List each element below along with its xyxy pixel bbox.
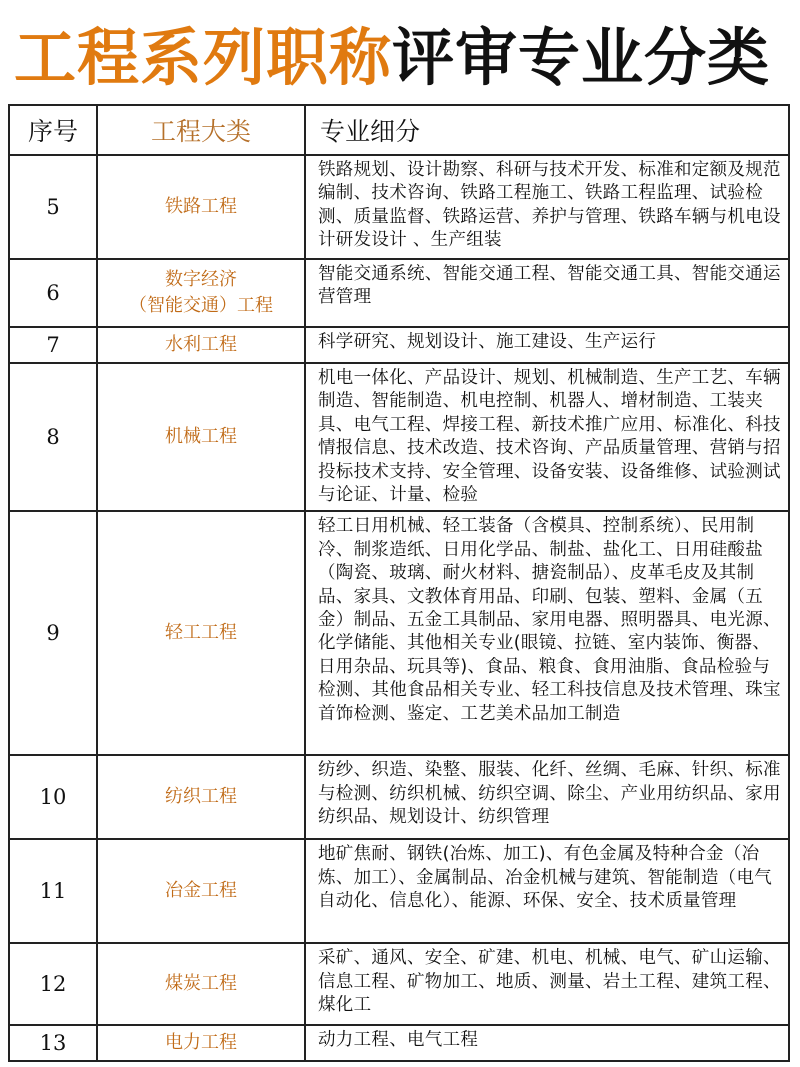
row-category: 机械工程: [97, 363, 305, 511]
row-number: 13: [9, 1025, 97, 1061]
table-row: [9, 839, 789, 943]
table-header-row: [9, 105, 789, 155]
title-part-black: 评审专业分类: [392, 20, 771, 94]
header-detail: 专业细分: [305, 105, 789, 155]
row-number: 9: [9, 511, 97, 755]
table-row: [9, 1025, 789, 1061]
row-number: 7: [9, 327, 97, 363]
row-detail: 纺纱、织造、染整、服装、化纤、丝绸、毛麻、针织、标准与检测、纺织机械、纺织空调、除尘、产业用纺织品、家用纺织品、规划设计、纺织管理: [305, 755, 789, 839]
title-part-orange: 工程系列职称: [14, 20, 393, 94]
row-category: 水利工程: [97, 327, 305, 363]
row-detail: 科学研究、规划设计、施工建设、生产运行: [305, 327, 789, 363]
specialty-table: [8, 104, 790, 1062]
table-row: [9, 755, 789, 839]
row-detail: 动力工程、电气工程: [305, 1025, 789, 1061]
row-detail: 地矿焦耐、钢铁(冶炼、加工)、有色金属及特种合金（冶炼、加工）、金属制品、冶金机械与建筑、智能制造（电气自动化、信息化）、能源、环保、安全、技术质量管理: [305, 839, 789, 943]
page-title: [0, 0, 800, 104]
row-number: 11: [9, 839, 97, 943]
header-no: 序号: [9, 105, 97, 155]
row-detail: 铁路规划、设计勘察、科研与技术开发、标准和定额及规范编制、技术咨询、铁路工程施工、铁路工程监理、试验检测、质量监督、铁路运营、养护与管理、铁路车辆与机电设计研发设计 、生产组装: [305, 155, 789, 259]
table-row: [9, 363, 789, 511]
table-row: [9, 943, 789, 1025]
row-number: 8: [9, 363, 97, 511]
row-detail: 轻工日用机械、轻工装备（含模具、控制系统）、民用制冷、制浆造纸、日用化学品、制盐、盐化工、日用硅酸盐（陶瓷、玻璃、耐火材料、搪瓷制品）、皮革毛皮及其制品、家具、文教体育用品、印刷、包装、塑料、金属（五金）制品、五金工具制品、家用电器、照明器具、电光源、化学储能、其他相关专业(眼镜、拉链、室内装饰、衡器、日用杂品、玩具等)、食品、粮食、食用油脂、食品检验与检测、其他食品相关专业、轻工科技信息及技术管理、珠宝首饰检测、鉴定、工艺美术品加工制造: [305, 511, 789, 755]
table-row: [9, 511, 789, 755]
row-detail: 智能交通系统、智能交通工程、智能交通工具、智能交通运营管理: [305, 259, 789, 327]
row-category-line: 数字经济: [165, 269, 237, 290]
row-category: 煤炭工程: [97, 943, 305, 1025]
header-category: 工程大类: [97, 105, 305, 155]
row-number: 6: [9, 259, 97, 327]
table-row: [9, 155, 789, 259]
row-category: 冶金工程: [97, 839, 305, 943]
row-category-line: （智能交通）工程: [129, 295, 273, 316]
row-category: 纺织工程: [97, 755, 305, 839]
row-number: 10: [9, 755, 97, 839]
row-number: 12: [9, 943, 97, 1025]
row-category: 轻工工程: [97, 511, 305, 755]
row-detail: 采矿、通风、安全、矿建、机电、机械、电气、矿山运输、信息工程、矿物加工、地质、测量、岩土工程、建筑工程、煤化工: [305, 943, 789, 1025]
table-row: [9, 259, 789, 327]
table-row: [9, 327, 789, 363]
row-detail: 机电一体化、产品设计、规划、机械制造、生产工艺、车辆制造、智能制造、机电控制、机器人、增材制造、工装夹具、电气工程、焊接工程、新技术推广应用、标准化、科技情报信息、技术改造、技术咨询、产品质量管理、营销与招投标技术支持、安全管理、设备安装、设备维修、试验测试与论证、计量、检验: [305, 363, 789, 511]
row-category: [97, 259, 305, 327]
row-category: 铁路工程: [97, 155, 305, 259]
row-number: 5: [9, 155, 97, 259]
row-category: 电力工程: [97, 1025, 305, 1061]
